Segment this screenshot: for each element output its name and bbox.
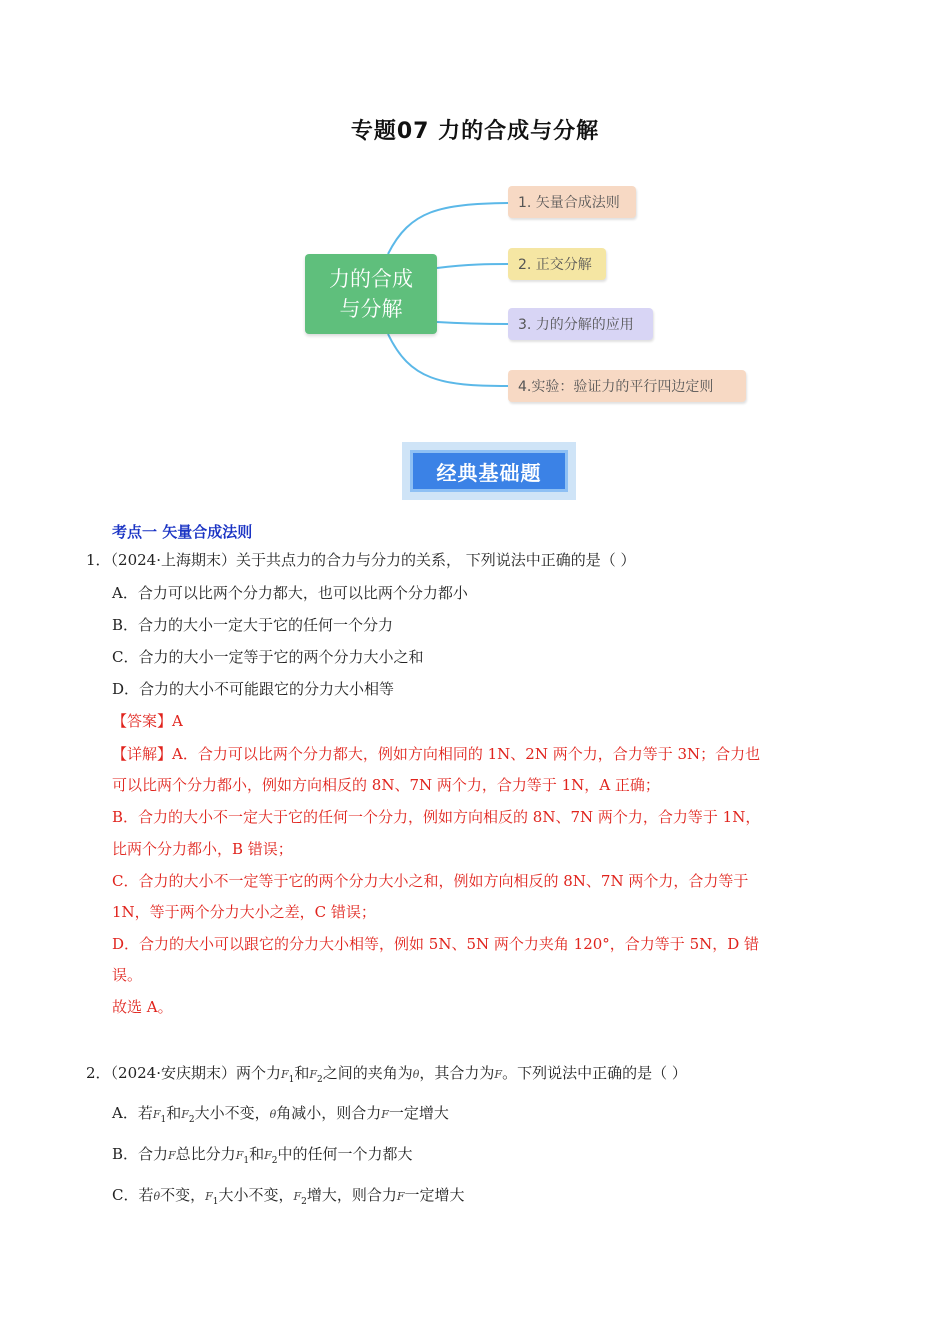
center-line-2: 与分解 bbox=[339, 297, 403, 321]
q1-explain-9: 故选 A。 bbox=[112, 998, 173, 1016]
mindmap-branch-2: 2. 正交分解 bbox=[508, 248, 606, 280]
q1-option-b: B．合力的大小一定大于它的任何一个分力 bbox=[112, 616, 394, 634]
q1-explain-7: D．合力的大小可以跟它的分力大小相等，例如 5N、5N 两个力夹角 120°，合力等于 5N，D 错 bbox=[112, 935, 760, 953]
q1-explain-6: 1N，等于两个分力大小之差，C 错误； bbox=[112, 903, 376, 921]
var-f1: F bbox=[281, 1068, 289, 1081]
q1-answer: 【答案】A bbox=[112, 712, 183, 730]
connector-4 bbox=[388, 334, 508, 386]
q2-option-a: A．若$F_1$和$F_2$大小不变，θ角减小，则合力F一定增大 bbox=[112, 1104, 449, 1125]
q1-explain-4: 比两个分力都小，B 错误； bbox=[112, 840, 293, 858]
connector-1 bbox=[388, 203, 508, 254]
page-title: 专题07 力的合成与分解 bbox=[350, 119, 600, 144]
q1-explain-2: 可以比两个分力都小，例如方向相反的 8N、7N 两个力，合力等于 1N，A 正确； bbox=[112, 776, 660, 794]
mindmap-connectors bbox=[0, 0, 950, 420]
q2-option-b: B．合力F总比分力$F_1$和$F_2$中的任何一个力都大 bbox=[112, 1145, 413, 1166]
mindmap-branch-3: 3. 力的分解的应用 bbox=[508, 308, 653, 340]
section-heading: 考点一 矢量合成法则 bbox=[112, 523, 253, 541]
connector-2 bbox=[437, 264, 508, 268]
q1-explain-3: B．合力的大小不一定大于它的任何一个分力，例如方向相反的 8N、7N 两个力，合力等于 1N， bbox=[112, 808, 761, 826]
center-line-1: 力的合成 bbox=[329, 267, 413, 291]
q1-explain-8: 误。 bbox=[112, 966, 143, 984]
var-f2: F bbox=[309, 1068, 318, 1081]
var-f: F bbox=[494, 1068, 503, 1081]
var-theta: θ bbox=[412, 1068, 420, 1081]
q1-option-d: D．合力的大小不可能跟它的分力大小相等 bbox=[112, 680, 395, 698]
mindmap-branch-4: 4.实验：验证力的平行四边定则 bbox=[508, 370, 746, 402]
q1-explain-5: C．合力的大小不一定等于它的两个分力大小之和，例如方向相反的 8N、7N 两个力，合力等于 bbox=[112, 872, 749, 890]
q1-stem: 1．（2024·上海期末）关于共点力的合力与分力的关系， 下列说法中正确的是（ ） bbox=[86, 551, 636, 569]
q1-option-c: C．合力的大小一定等于它的两个分力大小之和 bbox=[112, 648, 424, 666]
q1-option-a: A．合力可以比两个分力都大，也可以比两个分力都小 bbox=[112, 584, 468, 602]
q1-explain-1: 【详解】A．合力可以比两个分力都大，例如方向相同的 1N、2N 两个力，合力等于 3N；合力也 bbox=[112, 745, 761, 763]
connector-3 bbox=[437, 322, 508, 324]
mindmap-branch-1: 1. 矢量合成法则 bbox=[508, 186, 636, 218]
q2-stem: 2．（2024·安庆期末）两个力$F_1$和$F_2$之间的夹角为θ，其合力为F。下列说法中正确的是（ ） bbox=[86, 1064, 687, 1085]
mindmap-center-node bbox=[305, 254, 437, 334]
banner-label: 经典基础题 bbox=[410, 450, 568, 492]
q2-option-c: C．若θ不变，$F_1$大小不变，$F_2$增大，则合力F一定增大 bbox=[112, 1186, 465, 1207]
section-banner bbox=[402, 442, 576, 500]
